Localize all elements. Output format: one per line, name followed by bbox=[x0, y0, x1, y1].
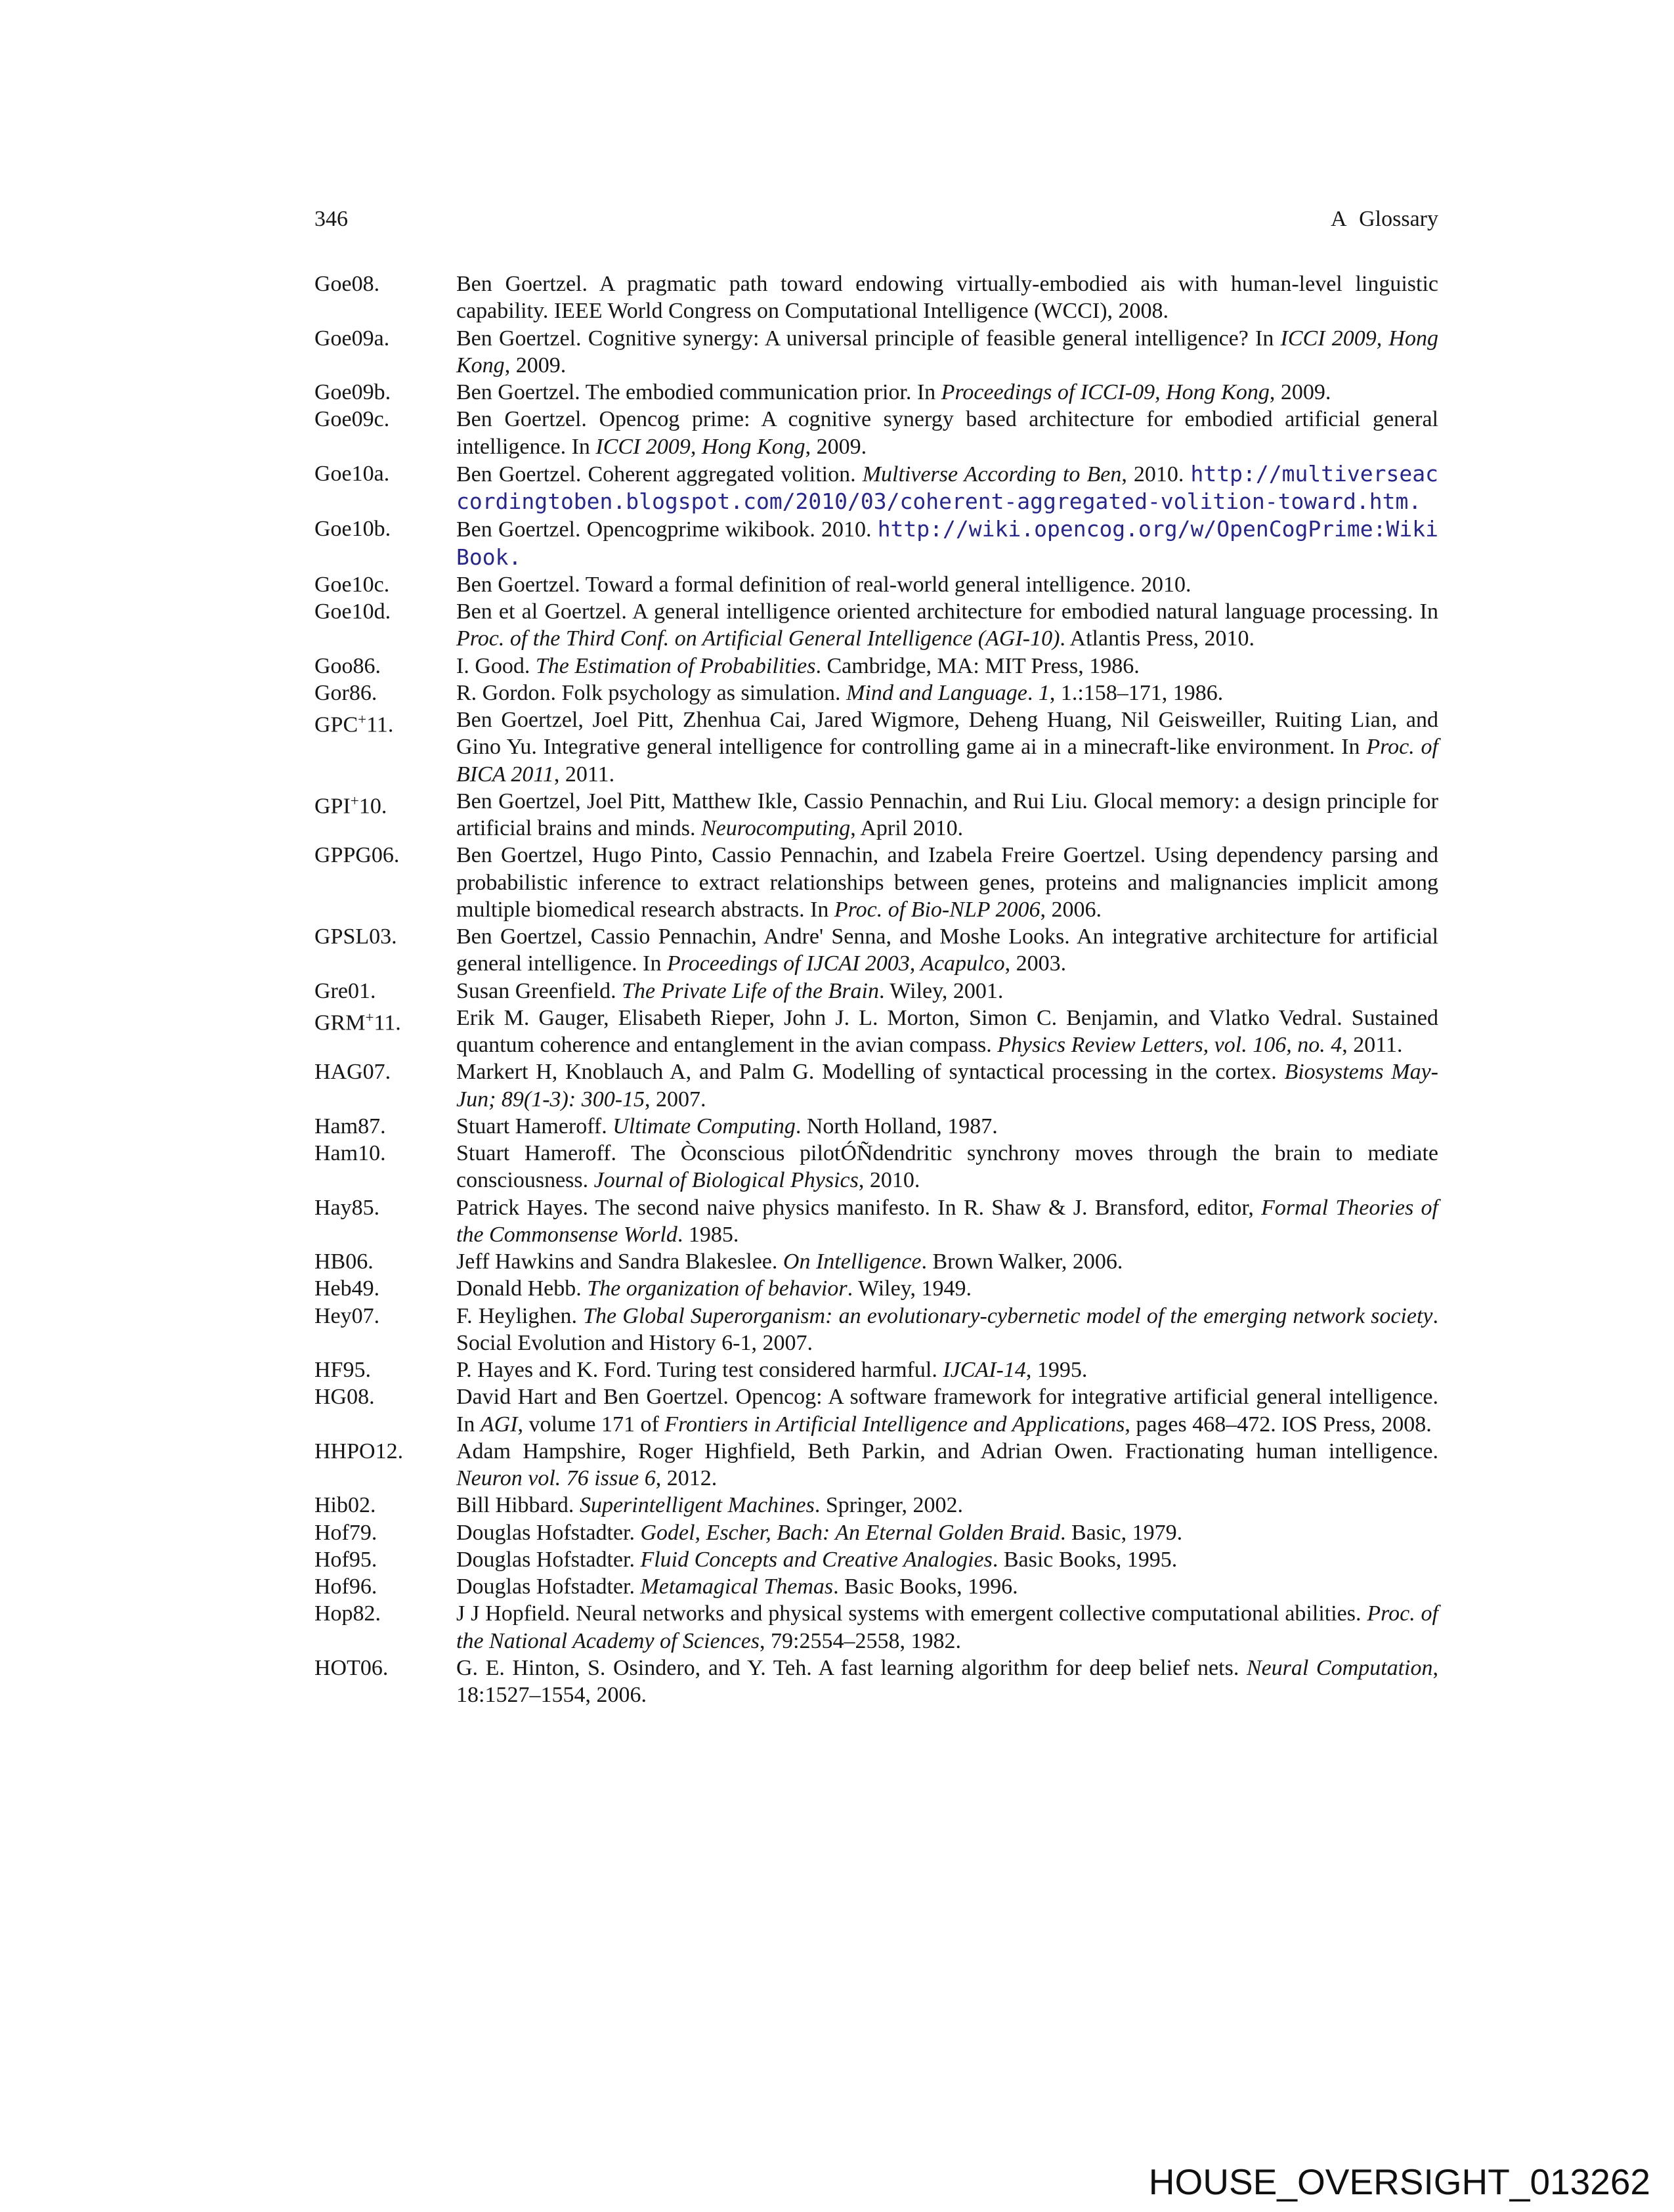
reference-title-italic: Proc. of the National Academy of Sciences bbox=[456, 1601, 1438, 1653]
reference-text bbox=[456, 515, 1438, 571]
reference-text-segment: , 2009. bbox=[504, 353, 567, 378]
reference-text-segment: . North Holland, 1987. bbox=[795, 1114, 998, 1139]
reference-title-italic: Godel, Escher, Bach: An Eternal Golden Braid bbox=[640, 1520, 1061, 1545]
reference-title-italic: Physics Review Letters, vol. 106, no. 4 bbox=[997, 1033, 1342, 1057]
reference-label: Gor86. bbox=[314, 680, 377, 705]
reference-text-segment: Jeff Hawkins and Sandra Blakeslee. bbox=[456, 1249, 783, 1274]
reference-text-segment: Susan Greenfield. bbox=[456, 978, 622, 1003]
reference-title-italic: Proc. of BICA 2011 bbox=[456, 735, 1439, 787]
reference-entry bbox=[314, 1005, 1438, 1059]
reference-text-segment: Ben Goertzel, Joel Pitt, Zhenhua Cai, Jared Wigmore, Deheng Huang, Nil Geisweiller, Ruiting Lian, and Gino Yu. Integrative general intelligence for controlling game ai in a minecraft-like environment. In bbox=[456, 708, 1438, 760]
reference-title-italic: ICCI 2009, Hong Kong bbox=[456, 326, 1438, 378]
reference-url-link[interactable]: http://wiki.opencog.org/w/OpenCogPrime:WikiBook. bbox=[456, 516, 1438, 570]
reference-entry bbox=[314, 842, 1438, 923]
reference-entry bbox=[314, 1438, 1438, 1492]
reference-text bbox=[456, 653, 1438, 680]
reference-text bbox=[456, 1275, 1438, 1302]
reference-entry bbox=[314, 680, 1438, 706]
reference-label: HAG07. bbox=[314, 1060, 391, 1085]
reference-entry bbox=[314, 571, 1438, 598]
reference-title-italic: The Private Life of the Brain bbox=[622, 978, 880, 1003]
reference-text-segment: , April 2010. bbox=[850, 816, 964, 840]
reference-text-segment: Bill Hibbard. bbox=[456, 1493, 580, 1518]
reference-text bbox=[456, 1600, 1438, 1655]
reference-text-segment: Adam Hampshire, Roger Highfield, Beth Parkin, and Adrian Owen. Fractionating human intelligence. bbox=[456, 1439, 1438, 1464]
reference-text-segment: Ben Goertzel, Hugo Pinto, Cassio Pennachin, and Izabela Freire Goertzel. Using dependency parsing and probabilistic inference to extract relationships between genes, proteins and malignancies implicit among multiple biomedical research abstracts. In bbox=[456, 843, 1438, 922]
reference-title-italic: Neuron vol. 76 issue 6 bbox=[456, 1466, 656, 1490]
reference-label: GPC+11. bbox=[314, 711, 394, 737]
bates-stamp: HOUSE_OVERSIGHT_013262 bbox=[1148, 2161, 1650, 2202]
reference-title-italic: Fluid Concepts and Creative Analogies bbox=[640, 1547, 993, 1572]
reference-text bbox=[456, 1005, 1438, 1059]
reference-text bbox=[456, 1573, 1438, 1600]
reference-entry bbox=[314, 1546, 1438, 1573]
reference-text bbox=[456, 1519, 1438, 1546]
reference-text bbox=[456, 598, 1438, 653]
reference-text-segment: . Atlantis Press, 2010. bbox=[1060, 626, 1255, 651]
reference-text-segment: Ben Goertzel. The embodied communication prior. In bbox=[456, 380, 941, 404]
reference-text-segment: Ben Goertzel. A pragmatic path toward endowing virtually-embodied ais with human-level linguistic capability. IEEE World Congress on Computational Intelligence (WCCI), 2008. bbox=[456, 272, 1438, 324]
reference-text-segment: Erik M. Gauger, Elisabeth Rieper, John J. L. Morton, Simon C. Benjamin, and Vlatko Vedral. Sustained quantum coherence and entanglement in the avian compass. bbox=[456, 1005, 1438, 1057]
reference-entry bbox=[314, 1275, 1438, 1302]
reference-text-segment: , 18:1527–1554, 2006. bbox=[456, 1655, 1438, 1707]
reference-text bbox=[456, 271, 1438, 325]
reference-text-segment: Ben Goertzel. Opencog prime: A cognitive synergy based architecture for embodied artificial general intelligence. In bbox=[456, 407, 1438, 459]
reference-title-italic: Multiverse According to Ben bbox=[862, 462, 1122, 487]
reference-text bbox=[456, 571, 1438, 598]
reference-text-segment: . Basic Books, 1996. bbox=[833, 1574, 1018, 1599]
reference-title-italic: Biosystems May-Jun; 89(1-3): 300-15 bbox=[456, 1060, 1438, 1112]
reference-label: GPPG06. bbox=[314, 843, 400, 868]
reference-text-segment: , 2010. bbox=[1121, 462, 1191, 487]
reference-title-italic: Superintelligent Machines bbox=[579, 1493, 815, 1518]
reference-text-segment: . Brown Walker, 2006. bbox=[921, 1249, 1123, 1274]
reference-text-segment: P. Hayes and K. Ford. Turing test considered harmful. bbox=[456, 1358, 943, 1382]
reference-entry bbox=[314, 1655, 1438, 1709]
reference-text-segment: , 2003. bbox=[1004, 951, 1067, 976]
reference-text bbox=[456, 1383, 1438, 1438]
reference-text-segment: Douglas Hofstadter. bbox=[456, 1574, 641, 1599]
reference-label: GRM+11. bbox=[314, 1008, 401, 1035]
reference-title-italic: Mind and Language bbox=[846, 680, 1027, 705]
reference-entry bbox=[314, 1519, 1438, 1546]
reference-text-segment: Donald Hebb. bbox=[456, 1276, 588, 1301]
reference-text-segment: Markert H, Knoblauch A, and Palm G. Modelling of syntactical processing in the cortex. bbox=[456, 1060, 1285, 1085]
reference-text bbox=[456, 460, 1438, 516]
page-number: 346 bbox=[314, 207, 348, 231]
reference-text bbox=[456, 379, 1438, 406]
page-header bbox=[314, 206, 1438, 232]
reference-text bbox=[456, 706, 1438, 788]
reference-entry bbox=[314, 460, 1438, 516]
reference-title-italic: Frontiers in Artificial Intelligence and Applications bbox=[664, 1412, 1125, 1437]
reference-title-italic: Proc. of the Third Conf. on Artificial General Intelligence (AGI-10) bbox=[456, 626, 1060, 651]
reference-label: Goe10d. bbox=[314, 599, 391, 624]
reference-entry bbox=[314, 1600, 1438, 1655]
reference-list bbox=[314, 271, 1438, 1708]
reference-title-italic: ICCI 2009, Hong Kong bbox=[595, 434, 805, 459]
reference-entry bbox=[314, 406, 1438, 460]
reference-title-italic: Journal of Biological Physics bbox=[593, 1168, 859, 1193]
reference-text bbox=[456, 1303, 1438, 1357]
reference-title-italic: Formal Theories of the Commonsense World bbox=[456, 1195, 1438, 1247]
chapter-title: A Glossary bbox=[1330, 207, 1438, 231]
reference-text-segment: , 2007. bbox=[645, 1087, 706, 1112]
reference-text-segment: , pages 468–472. IOS Press, 2008. bbox=[1125, 1412, 1432, 1437]
reference-label: Goe10b. bbox=[314, 517, 391, 542]
reference-label: Goe09b. bbox=[314, 380, 391, 404]
reference-text-segment: Ben Goertzel. Coherent aggregated volition. bbox=[456, 462, 863, 487]
reference-text bbox=[456, 842, 1438, 923]
reference-label: Goe10c. bbox=[314, 572, 390, 597]
reference-title-italic: AGI bbox=[480, 1412, 518, 1437]
reference-text-segment: . Wiley, 2001. bbox=[879, 978, 1004, 1003]
reference-text bbox=[456, 1655, 1438, 1709]
reference-title-italic: Neurocomputing bbox=[700, 816, 851, 840]
reference-text-segment: . bbox=[1027, 680, 1039, 705]
reference-text-segment: Douglas Hofstadter. bbox=[456, 1547, 641, 1572]
reference-text-segment: . Basic Books, 1995. bbox=[992, 1547, 1178, 1572]
superscript-plus: + bbox=[350, 792, 359, 810]
reference-text bbox=[456, 978, 1438, 1005]
reference-entry bbox=[314, 706, 1438, 788]
reference-entry bbox=[314, 978, 1438, 1005]
reference-label: Hof96. bbox=[314, 1574, 377, 1599]
reference-text-segment: Ben Goertzel, Joel Pitt, Matthew Ikle, Cassio Pennachin, and Rui Liu. Glocal memory: a design principle for artificial brains and minds. bbox=[456, 789, 1438, 840]
reference-label: HHPO12. bbox=[314, 1439, 404, 1464]
reference-text bbox=[456, 1492, 1438, 1519]
reference-text-segment: , 1995. bbox=[1025, 1358, 1088, 1382]
reference-label: Heb49. bbox=[314, 1276, 380, 1301]
reference-text-segment: , 2009. bbox=[805, 434, 867, 459]
reference-label: Ham10. bbox=[314, 1141, 386, 1165]
reference-text-segment: , 2009. bbox=[1269, 380, 1331, 404]
reference-text-segment: Stuart Hameroff. The Òconscious pilotÓÑdendritic synchrony moves through the brain to mediate consciousness. bbox=[456, 1141, 1438, 1193]
reference-entry bbox=[314, 1194, 1438, 1249]
reference-entry bbox=[314, 1248, 1438, 1275]
reference-text bbox=[456, 325, 1438, 380]
reference-text bbox=[456, 788, 1438, 842]
reference-label: Hop82. bbox=[314, 1601, 381, 1626]
reference-entry bbox=[314, 1356, 1438, 1383]
reference-label: Goo86. bbox=[314, 653, 381, 678]
reference-title-italic: 1 bbox=[1038, 680, 1050, 705]
reference-text-segment: David Hart and Ben Goertzel. Opencog: A software framework for integrative artificial general intelligence. In bbox=[456, 1385, 1438, 1437]
reference-title-italic: Proc. of Bio-NLP 2006 bbox=[834, 897, 1041, 922]
reference-text bbox=[456, 406, 1438, 460]
reference-text bbox=[456, 1356, 1438, 1383]
reference-label: HF95. bbox=[314, 1358, 371, 1382]
reference-label: Goe10a. bbox=[314, 461, 390, 486]
reference-text-segment: . Basic, 1979. bbox=[1060, 1520, 1183, 1545]
reference-text-segment: Patrick Hayes. The second naive physics manifesto. In R. Shaw & J. Bransford, editor, bbox=[456, 1195, 1262, 1220]
reference-entry bbox=[314, 515, 1438, 571]
reference-text-segment: . Cambridge, MA: MIT Press, 1986. bbox=[815, 653, 1140, 678]
reference-text-segment: I. Good. bbox=[456, 653, 536, 678]
superscript-plus: + bbox=[365, 1008, 374, 1026]
reference-title-italic: Ultimate Computing bbox=[612, 1114, 796, 1139]
reference-text-segment: . Springer, 2002. bbox=[814, 1493, 964, 1518]
reference-text-segment: Douglas Hofstadter. bbox=[456, 1520, 641, 1545]
reference-entry bbox=[314, 379, 1438, 406]
reference-text-segment: Ben et al Goertzel. A general intelligence oriented architecture for embodied natural language processing. In bbox=[456, 599, 1438, 624]
reference-entry bbox=[314, 1573, 1438, 1600]
reference-entry bbox=[314, 923, 1438, 978]
reference-title-italic: On Intelligence bbox=[783, 1249, 922, 1274]
reference-text bbox=[456, 1438, 1438, 1492]
reference-label: Hof79. bbox=[314, 1520, 377, 1545]
reference-entry bbox=[314, 598, 1438, 653]
reference-label: Hib02. bbox=[314, 1493, 376, 1518]
reference-entry bbox=[314, 1058, 1438, 1113]
reference-text-segment: Ben Goertzel. Cognitive synergy: A universal principle of feasible general intelligence? In bbox=[456, 326, 1281, 351]
reference-label: Hey07. bbox=[314, 1303, 380, 1328]
reference-text-segment: F. Heylighen. bbox=[456, 1303, 584, 1328]
reference-title-italic: IJCAI-14 bbox=[943, 1358, 1026, 1382]
reference-label: Goe09a. bbox=[314, 326, 390, 351]
reference-url-link[interactable]: http://multiverseaccordingtoben.blogspot.com/2010/03/coherent-aggregated-volition-toward.htm. bbox=[456, 460, 1438, 514]
reference-label: Goe09c. bbox=[314, 407, 390, 432]
reference-text bbox=[456, 1546, 1438, 1573]
reference-label: GPI+10. bbox=[314, 792, 387, 819]
reference-text-segment: Ben Goertzel, Cassio Pennachin, Andre' Senna, and Moshe Looks. An integrative architecture for artificial general intelligence. In bbox=[456, 924, 1438, 976]
reference-text-segment: , 2012. bbox=[655, 1466, 718, 1490]
reference-text-segment: G. E. Hinton, S. Osindero, and Y. Teh. A fast learning algorithm for deep belief nets. bbox=[456, 1655, 1247, 1680]
reference-text-segment: J J Hopfield. Neural networks and physical systems with emergent collective computational abilities. bbox=[456, 1601, 1367, 1626]
reference-text bbox=[456, 1248, 1438, 1275]
reference-title-italic: Proceedings of ICCI-09, Hong Kong bbox=[941, 380, 1270, 404]
reference-text-segment: . 1985. bbox=[677, 1222, 739, 1247]
reference-entry bbox=[314, 271, 1438, 325]
superscript-plus: + bbox=[358, 711, 367, 728]
reference-label: Gre01. bbox=[314, 978, 376, 1003]
reference-label: GPSL03. bbox=[314, 924, 397, 949]
reference-text-segment: , 1.:158–171, 1986. bbox=[1049, 680, 1224, 705]
reference-entry bbox=[314, 325, 1438, 380]
reference-text-segment: Stuart Hameroff. bbox=[456, 1114, 613, 1139]
reference-title-italic: The Global Superorganism: an evolutionary-cybernetic model of the emerging network society bbox=[583, 1303, 1433, 1328]
reference-title-italic: The organization of behavior bbox=[587, 1276, 848, 1301]
reference-text-segment: R. Gordon. Folk psychology as simulation. bbox=[456, 680, 847, 705]
reference-title-italic: Neural Computation bbox=[1246, 1655, 1433, 1680]
reference-text bbox=[456, 680, 1438, 706]
reference-label: Hof95. bbox=[314, 1547, 377, 1572]
reference-entry bbox=[314, 653, 1438, 680]
reference-label: HOT06. bbox=[314, 1655, 389, 1680]
reference-entry bbox=[314, 1492, 1438, 1519]
reference-label: Ham87. bbox=[314, 1114, 386, 1139]
reference-text-segment: , 79:2554–2558, 1982. bbox=[760, 1628, 961, 1653]
reference-title-italic: Metamagical Themas bbox=[640, 1574, 834, 1599]
reference-text-segment: . Wiley, 1949. bbox=[847, 1276, 972, 1301]
reference-text-segment: Ben Goertzel. Toward a formal definition of real-world general intelligence. 2010. bbox=[456, 572, 1191, 597]
reference-title-italic: The Estimation of Probabilities bbox=[535, 653, 816, 678]
reference-entry bbox=[314, 1113, 1438, 1140]
reference-text-segment: , 2006. bbox=[1040, 897, 1102, 922]
reference-text-segment: Ben Goertzel. Opencogprime wikibook. 2010. bbox=[456, 517, 878, 542]
reference-text-segment: , 2011. bbox=[553, 762, 615, 787]
reference-text bbox=[456, 923, 1438, 978]
reference-entry bbox=[314, 1383, 1438, 1438]
reference-text bbox=[456, 1058, 1438, 1113]
reference-entry bbox=[314, 1303, 1438, 1357]
reference-text-segment: , volume 171 of bbox=[517, 1412, 665, 1437]
reference-text-segment: . Social Evolution and History 6-1, 2007. bbox=[456, 1303, 1438, 1355]
reference-entry bbox=[314, 1140, 1438, 1194]
reference-label: HB06. bbox=[314, 1249, 374, 1274]
reference-text bbox=[456, 1113, 1438, 1140]
reference-text-segment: , 2010. bbox=[858, 1168, 920, 1193]
reference-text bbox=[456, 1194, 1438, 1249]
reference-entry bbox=[314, 788, 1438, 842]
reference-label: Hay85. bbox=[314, 1195, 380, 1220]
reference-text bbox=[456, 1140, 1438, 1194]
reference-title-italic: Proceedings of IJCAI 2003, Acapulco bbox=[666, 951, 1005, 976]
reference-label: Goe08. bbox=[314, 272, 380, 296]
reference-label: HG08. bbox=[314, 1385, 375, 1410]
reference-text-segment: , 2011. bbox=[1342, 1033, 1403, 1057]
